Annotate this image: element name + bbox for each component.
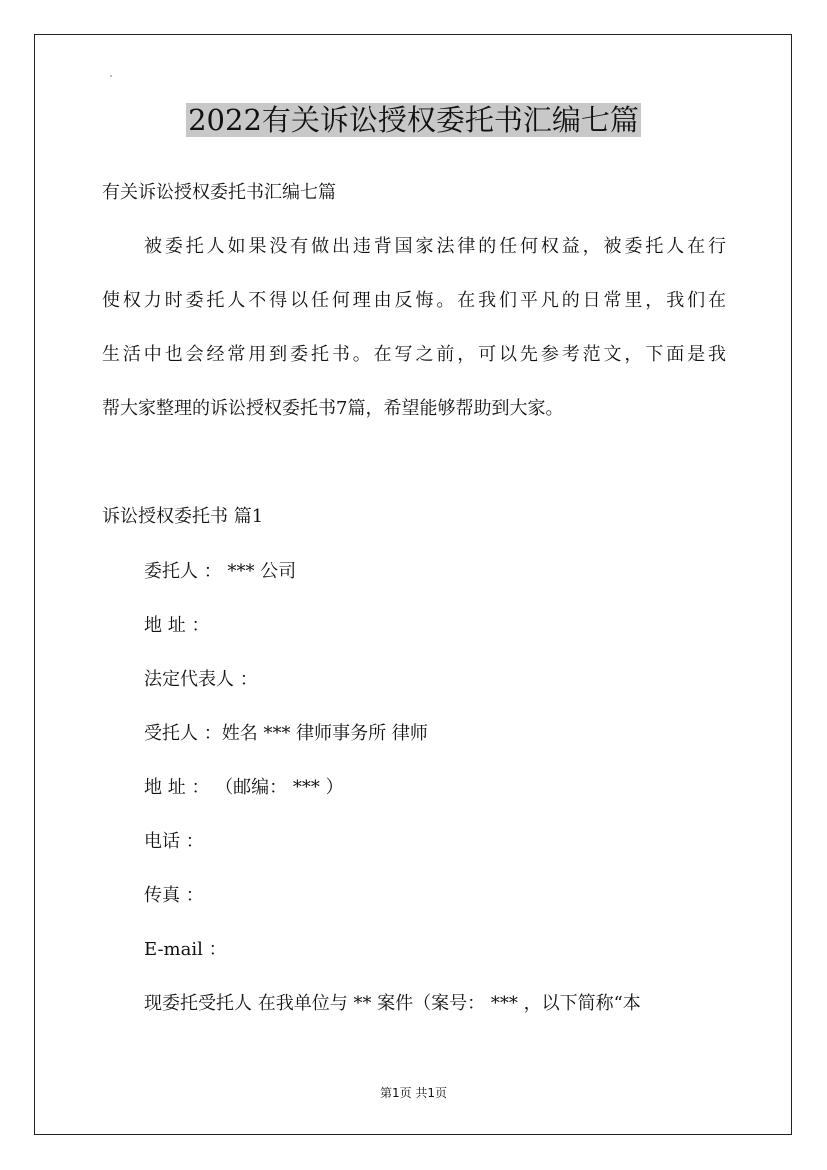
field-address-1: 地 址 ： xyxy=(144,615,210,636)
document-title: 2022有关诉讼授权委托书汇编七篇 xyxy=(188,103,639,137)
section-heading: 诉讼授权委托书 篇1 xyxy=(102,506,264,527)
field-agent: 受托人 ：姓名 *** 律师事务所 律师 xyxy=(144,723,428,744)
page-footer: 第1页 共1页 xyxy=(379,1086,448,1100)
intro-line-2: 使权力时委托人不得以任何理由反悔。在我们平凡的日常里，我们在 xyxy=(102,290,726,311)
field-address-2: 地 址 ： （邮编： *** ） xyxy=(144,777,344,798)
field-principal: 委托人 ： *** 公司 xyxy=(144,561,297,582)
document-subtitle: 有关诉讼授权委托书汇编七篇 xyxy=(102,182,336,203)
document-title-wrap xyxy=(0,100,827,140)
intro-line-3: 生活中也会经常用到委托书。在写之前，可以先参考范文，下面是我 xyxy=(102,344,726,365)
field-email: E-mail ： xyxy=(144,939,227,960)
intro-line-1: 被委托人如果没有做出违背国家法律的任何权益，被委托人在行 xyxy=(144,236,726,257)
intro-paragraph xyxy=(102,234,726,450)
field-fax: 传真 ： xyxy=(144,885,204,906)
intro-line-4: 帮大家整理的诉讼授权委托书7篇，希望能够帮助到大家。 xyxy=(102,398,564,419)
field-legal-rep: 法定代表人 ： xyxy=(144,669,258,690)
corner-mark xyxy=(110,75,112,77)
field-phone: 电话 ： xyxy=(144,831,204,852)
field-authorization: 现委托受托人 在我单位与 ** 案件（案号： *** ，以下简称“本 xyxy=(144,993,641,1014)
